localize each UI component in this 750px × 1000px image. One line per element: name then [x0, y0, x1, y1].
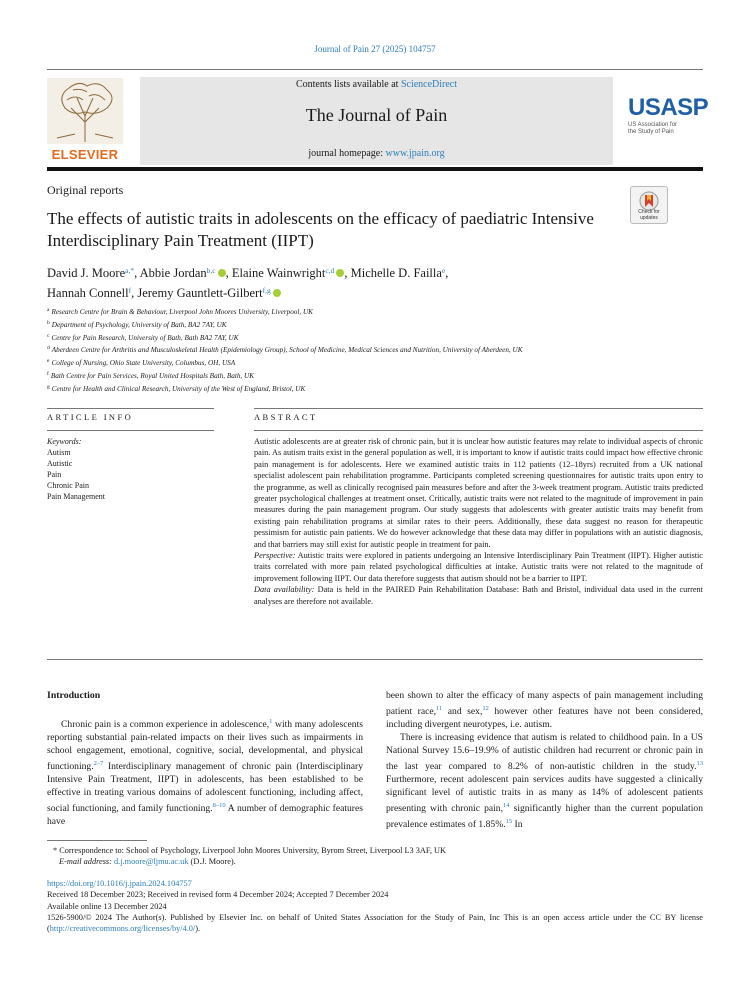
email-link[interactable]: d.j.moore@ljmu.ac.uk [114, 857, 189, 866]
affiliation-key: d [47, 345, 50, 352]
elsevier-tree-logo [47, 78, 123, 144]
usasp-logo [628, 94, 709, 136]
affiliation-text: Bath Centre for Pain Services, Royal United Hospitals Bath, Bath, UK [50, 371, 254, 380]
header-bottom-rule [47, 167, 703, 171]
author-separator: , [225, 266, 232, 280]
email-label: E-mail address: [59, 857, 112, 866]
introduction-heading: Introduction [47, 690, 101, 701]
reference-link[interactable]: 1 [269, 718, 273, 725]
reference-link[interactable]: 12 [482, 705, 489, 712]
affiliation-text: Department of Psychology, University of Bath, BA2 7AY, UK [51, 320, 227, 329]
paragraph-text: with many adolescents reporting substantial pain-related impacts on their lives such as impairments in school engagement, emotional, cognitive, social, developmental, and physical functioning. [47, 719, 363, 772]
affiliation [47, 331, 687, 344]
body-column-right [386, 689, 703, 831]
author-affiliation-marker[interactable]: c,d [325, 266, 335, 275]
journal-title: The Journal of Pain [305, 105, 448, 125]
homepage-line [140, 148, 613, 159]
usasp-wordmark: USASP [628, 94, 709, 121]
affiliation-text: College of Nursing, Ohio State University, Columbus, OH, USA [51, 359, 236, 368]
author-separator: , [134, 266, 140, 280]
paragraph-text: Chronic pain is a common experience in adolescence, [61, 719, 270, 730]
paragraph-text: been shown to alter the efficacy of many aspects of pain management including patient race, [386, 690, 703, 717]
perspective-paragraph [254, 550, 703, 584]
license-close: ). [195, 924, 201, 934]
check-line-2: updates [640, 215, 658, 221]
author-affiliation-marker[interactable]: e [441, 266, 446, 275]
check-for-updates-text [631, 209, 667, 221]
keywords-list [47, 447, 105, 502]
paragraph-text: Furthermore, recent adolescent pain services audits have suggested a clinically significant level of autistic traits in as many as 14% of adolescent patients presenting with chronic pain, [386, 774, 703, 814]
paragraph-text: however other features have not been considered, including divergent neurotypes, i.e. autism. [386, 706, 703, 730]
paragraph-text: There is increasing evidence that autism is related to childhood pain. In a US National Survey 15.6–19.9% of autistic children had recurrent or chronic pain in the last year compared to 8.2% of non-autistic children in the study. [386, 732, 703, 772]
author-name[interactable]: Hannah Connell [47, 286, 129, 300]
abstract-text: Autistic adolescents are at greater risk of chronic pain, but it is unclear how autistic features may relate to individual aspects of chronic pain. As autism traits exist in the general population as well, it is important to know if autistic traits could impact how effective chronic pain management is for adolescents. Here we examined autistic traits in 112 patients (12–18yrs) recruited from a UK national specialist adolescent pain rehabilitation programme. Participants completed screening questionnaires for autistic traits upon entry to the programme, as well as clinically recognised pain measures before and after the 3-week treatment program. Autistic traits predicted greater psychological challenges at treatment onset. Critically, autistic traits were not related to the magnitude of improvement in pain measures during the pain management program. Our study suggests that adolescents with greater autistic traits may benefit from existing pain rehabilitation programs at similar rates to their peers. Additionally, these data suggest no reason for therapeutic pessimism for autistic pain patients. We do however acknowledge that these data may differ in populations with an autistic diagnosis, and that barriers may still exist for autistic people in treatment for pain. [254, 437, 703, 549]
paragraph-text: In [512, 819, 523, 830]
author-name[interactable]: Abbie Jordan [139, 266, 207, 280]
affiliation-key: f [47, 370, 49, 377]
abstract-end-rule [47, 659, 703, 660]
usasp-tagline-1: US Association for [628, 122, 678, 128]
keywords-label: Keywords: [47, 437, 82, 446]
author-name[interactable]: Michelle D. Failla [350, 266, 442, 280]
affiliation-text: Centre for Health and Clinical Research, University of the West of England, Bristol, UK [51, 384, 306, 393]
check-line-1: Check for [638, 209, 660, 215]
contents-line [140, 79, 613, 90]
abstract-bottom-rule [254, 430, 703, 431]
author-name[interactable]: Jeremy Gauntlett-Gilbert [137, 286, 263, 300]
license-statement [47, 912, 703, 935]
affiliation-text: Centre for Pain Research, University of Bath, Bath BA2 7AY, UK [51, 333, 239, 342]
author-separator: , [131, 286, 138, 300]
article-info-bottom-rule [47, 430, 214, 431]
reference-link[interactable]: 2–7 [93, 760, 104, 767]
orcid-icon[interactable] [218, 269, 226, 277]
author-name[interactable]: David J. Moore [47, 266, 126, 280]
article-section: Original reports [47, 183, 124, 197]
author-list [47, 262, 647, 302]
article-metadata [47, 878, 703, 934]
body-column-left [47, 715, 363, 828]
author-affiliation-marker[interactable]: f [128, 286, 132, 295]
availability-paragraph [254, 584, 703, 607]
received-dates: Received 18 December 2023; Received in revised form 4 December 2024; Accepted 7 December 2024 [47, 890, 389, 900]
usasp-tagline-2: the Study of Pain [628, 129, 674, 135]
affiliation-key: c [47, 332, 50, 339]
correspondence-line: * Correspondence to: School of Psychology, Liverpool John Moores University, Byrom Street, Liverpool L3 3AF, UK [53, 846, 447, 855]
availability-text: Data is held in the PAIRED Pain Rehabilitation Database: Bath and Bristol, individual data used in the current analyses are therefore not available. [254, 585, 703, 606]
elsevier-wordmark: ELSEVIER [51, 147, 119, 162]
article-info-top-rule [47, 408, 214, 409]
affiliation-key: a [47, 307, 50, 313]
orcid-icon[interactable] [273, 289, 281, 297]
affiliation-text: Research Centre for Brain & Behaviour, Liverpool John Moores University, Liverpool, UK [51, 308, 313, 316]
journal-citation[interactable]: Journal of Pain 27 (2025) 104757 [314, 44, 436, 54]
reference-link[interactable]: 14 [503, 802, 510, 809]
reference-link[interactable]: 15 [505, 818, 513, 825]
header-top-rule [47, 69, 703, 70]
affiliation [47, 356, 687, 369]
affiliation [47, 369, 687, 382]
perspective-label: Perspective: [254, 551, 296, 561]
reference-link[interactable]: 13 [696, 760, 703, 767]
article-info-heading: ARTICLE INFO [47, 412, 134, 422]
keywords-block [47, 436, 105, 502]
perspective-text: Autistic traits were explored in patients undergoing an Intensive Interdisciplinary Pain Treatment (IIPT). Higher autistic traits correlated with more pain related psychological difficulties at intake. Autistic traits were not related to the magnitude of improvement following IIPT. Our data therefore suggests that autism should not be a barrier to IIPT. [254, 551, 703, 583]
paragraph-text: and sex, [442, 706, 483, 717]
reference-link[interactable]: 11 [436, 705, 443, 712]
affiliation-key: e [47, 358, 50, 365]
check-for-updates-badge[interactable] [630, 186, 668, 224]
intro-paragraph-1 [47, 715, 363, 828]
affiliation-key: g [47, 383, 50, 390]
journal-banner [140, 77, 613, 165]
abstract-heading: ABSTRACT [254, 412, 318, 422]
correspondence-footnote [47, 845, 703, 867]
author-affiliation-marker[interactable]: b,c [206, 266, 216, 275]
journal-homepage-link[interactable]: www.jpain.org [385, 148, 445, 159]
contents-prefix: Contents lists available at [295, 79, 401, 90]
abstract-body [254, 436, 703, 607]
email-line [47, 856, 703, 867]
footnote-rule [47, 840, 147, 841]
paragraph-text: significantly higher than the current population prevalence estimates of 1.85%. [386, 803, 703, 830]
keyword: Pain [47, 470, 62, 479]
paragraph-text: Interdisciplinary management of chronic pain (Interdisciplinary Intensive Pain Treatment, IIPT) in adolescents, has been established to be effective in treating various domains of adolescent functioning, including affect, social functioning, and family functioning. [47, 761, 363, 814]
intro-paragraph-2 [386, 689, 703, 731]
availability-label: Data availability: [254, 585, 315, 595]
affiliation-key: b [47, 319, 50, 326]
article-title: The effects of autistic traits in adolescents on the efficacy of paediatric Intensive Interdisciplinary Pain Treatment (IIPT) [47, 209, 594, 250]
affiliation [47, 305, 687, 318]
license-link[interactable]: http://creativecommons.org/licenses/by/4.0/ [49, 924, 196, 934]
reference-link[interactable]: 8–10 [212, 802, 226, 809]
intro-paragraph-3 [386, 731, 703, 831]
keyword: Pain Management [47, 492, 105, 501]
homepage-prefix: journal homepage: [308, 148, 386, 159]
keyword: Autism [47, 448, 71, 457]
author-name[interactable]: Elaine Wainwright [231, 266, 326, 280]
email-suffix: (D.J. Moore). [188, 857, 236, 866]
author-separator: , [445, 266, 449, 280]
affiliation [47, 382, 687, 395]
author-affiliation-marker[interactable]: f,g [262, 286, 271, 295]
author-separator: , [344, 266, 351, 280]
license-text: 1526-5900/© 2024 The Author(s). Published by Elsevier Inc. on behalf of United States Association for the Study of Pain, Inc This is an open access article under the CC BY license ( [47, 912, 703, 934]
abstract-top-rule [254, 408, 703, 409]
affiliation-text: Aberdeen Centre for Arthritis and Musculoskeletal Health (Epidemiology Group), School of Medicine, Medical Sciences and Nutrition, University of Aberdeen, UK [51, 346, 523, 355]
affiliation-list [47, 305, 687, 395]
sciencedirect-link[interactable]: ScienceDirect [400, 79, 458, 90]
paragraph-text: A number of demographic features have [47, 803, 363, 827]
affiliation [47, 318, 687, 331]
keyword: Chronic Pain [47, 481, 89, 490]
doi-link[interactable]: https://doi.org/10.1016/j.jpain.2024.104757 [47, 879, 192, 888]
author-affiliation-marker[interactable]: a,* [125, 266, 135, 275]
available-online: Available online 13 December 2024 [47, 901, 167, 911]
affiliation [47, 343, 687, 356]
keyword: Autistic [47, 459, 73, 468]
